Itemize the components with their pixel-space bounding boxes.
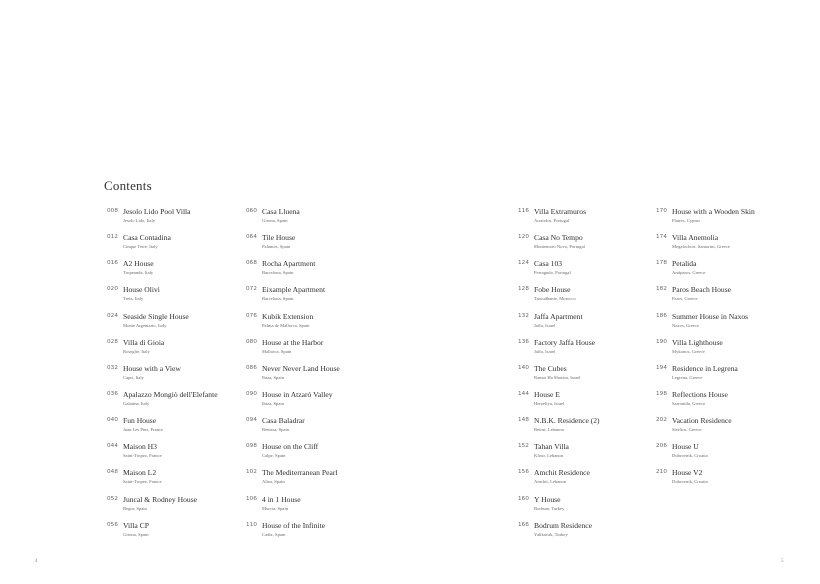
toc-entry-title: Casa No Tempo [534,233,583,243]
toc-page-number: 174 [656,234,667,241]
toc-page-number: 170 [656,208,667,214]
toc-entry-title: Reflections House [672,389,728,399]
toc-page-number: 098 [246,443,257,450]
toc-entry-location: Barcelona, Spain [262,270,294,276]
toc-entry-location: Altea, Spain [262,479,285,485]
toc-entry-title: Casa Baladrar [262,416,305,426]
toc-entry [246,468,416,494]
toc-entry-title: The Cubes [534,363,567,373]
toc-entry-title: House V2 [672,468,703,478]
toc-entry-title: Villa CP [123,520,149,530]
toc-entry-location: Roseglie, Italy [123,348,150,354]
toc-entry-title: Casa 103 [534,259,563,269]
toc-entry-title: House on the Cliff [262,442,319,452]
toc-entry-title: N.B.K. Residence (2) [534,416,600,426]
toc-page-number: 064 [246,234,257,241]
toc-column-2 [246,207,416,547]
toc-entry-location: Juan Les Pins, France [123,427,164,433]
page-number-right: 5 [781,559,784,564]
toc-page-number: 128 [518,286,529,293]
toc-entry [246,259,416,285]
toc-entry-title: Factory Jaffa House [534,337,596,347]
toc-entry-title: Never Never Land House [262,363,340,373]
toc-entry-title: 4 in 1 House [262,494,301,504]
toc-entry-location: Cadiz, Spain [262,531,286,537]
toc-page-number: 194 [656,364,667,371]
toc-page-number: 080 [246,338,257,345]
toc-entry-location: Girona, Spain [123,531,149,537]
toc-entry-title: Maison H3 [123,442,157,452]
toc-entry-location: Ibiza, Spain [262,374,284,380]
toc-entry-location: Sterfios, Greece [672,427,702,433]
toc-entry-location: Palamós, Spain [262,244,291,250]
toc-entry-title: A2 House [123,259,154,269]
toc-page-number: 028 [107,338,118,345]
toc-page-number: 206 [656,443,667,450]
toc-page-number: 166 [518,521,529,528]
toc-entry [246,285,416,311]
toc-entry-title: The Mediterranean Pearl [262,468,338,478]
toc-entry-location: Mykonos, Greece [672,348,705,354]
toc-column-4 [656,207,820,495]
toc-entry-location: Amchit, Lebanon [534,479,567,485]
toc-entry-location: Bodrum, Turkey [534,505,565,511]
toc-page-number: 044 [107,443,118,450]
toc-entry [246,390,416,416]
toc-page-number: 052 [107,495,118,502]
toc-entry-title: House at the Harbor [262,337,324,347]
toc-page-number: 202 [656,417,667,424]
toc-entry-title: House E [534,389,560,399]
toc-entry-location: Girona, Spain [262,218,288,223]
toc-entry-title: Amchit Residence [534,468,590,478]
toc-page-number: 120 [518,234,529,241]
toc-entry-title: House of the Infinite [262,520,326,530]
toc-page-number: 144 [518,390,529,397]
toc-page-number: 076 [246,312,257,319]
toc-entry-location: Antiparos, Greece [672,270,706,276]
toc-entry-title: Villa Lighthouse [672,337,723,347]
toc-entry-location: Kfour, Lebanon [534,453,564,459]
toc-entry-title: Fun House [123,416,157,426]
toc-entry-title: Bodrum Residence [534,520,592,530]
toc-entry [246,233,416,259]
toc-page-number: 140 [518,364,529,371]
toc-entry [656,259,820,285]
toc-entry-location: Ramot Ha Shavim, Israel [534,374,581,380]
toc-page-number: 056 [107,521,118,528]
toc-page-number: 198 [656,390,667,397]
toc-page-number: 032 [107,364,118,371]
toc-entry-title: Tahan Villa [534,442,569,452]
toc-page-number: 012 [107,234,118,241]
toc-entry-title: House in Atzaró Valley [262,389,333,399]
toc-entry-title: House Olivi [123,285,160,295]
toc-page-number: 116 [518,208,529,214]
toc-entry [246,312,416,338]
toc-entry-location: Cinque Terre, Italy [123,244,158,250]
toc-page-number: 016 [107,260,118,267]
toc-page-number: 160 [518,495,529,502]
toc-page-number: 020 [107,286,118,293]
toc-entry-location: Herzeliya, Israel [534,400,565,406]
toc-entry-title: House with a Wooden Skin [672,207,755,216]
toc-page-number: 048 [107,469,118,476]
toc-entry-location: Beirut, Lebanon [534,427,564,433]
toc-entry-location: Taroudhante, Morocco [534,296,576,302]
toc-page-number: 068 [246,260,257,267]
toc-entry-location: Ibiza, Spain [262,400,284,406]
toc-entry-title: Casa Contadina [123,233,171,243]
toc-entry-location: Mallorca, Spain [262,348,292,354]
toc-entry-title: Seaside Single House [123,311,189,321]
toc-entry-location: Naxos, Greece [672,322,700,328]
toc-entry-location: Benissa, Spain [262,427,290,433]
toc-entry-title: Petalida [672,259,697,269]
toc-entry-location: Ferragudo, Portugal [534,270,571,276]
toc-page-number: 182 [656,286,667,293]
toc-page-number: 136 [518,338,529,345]
toc-entry-location: Platres, Cyprus [672,218,701,223]
toc-page-number: 148 [518,417,529,424]
contents-heading: Contents [104,178,152,193]
toc-entry-title: Y House [534,494,561,504]
toc-entry-location: Palma de Mallorca, Spain [262,322,310,328]
toc-entry [518,521,688,547]
toc-entry-location: Capri, Italy [123,374,144,380]
toc-entry-title: Paros Beach House [672,285,732,295]
toc-entry [246,207,416,233]
toc-entry-location: Saint-Tropez, France [123,453,162,459]
toc-entry-title: Vacation Residence [672,416,732,426]
toc-page-number: 008 [107,208,118,214]
toc-entry-location: Saint-Tropez, France [123,479,162,485]
toc-entry-title: Kubik Extension [262,311,314,321]
toc-entry [246,364,416,390]
toc-entry [518,495,688,521]
toc-entry-title: Summer House in Naxos [672,311,749,321]
toc-entry [656,390,820,416]
toc-entry-location: Arraiolos, Portugal [534,218,570,223]
toc-entry [656,338,820,364]
toc-page-number: 190 [656,338,667,345]
toc-entry-location: Jaffa, Israel [534,322,556,328]
toc-entry-location: Dubrovnik, Croatia [672,479,708,485]
toc-entry [656,442,820,468]
toc-entry-title: Residence in Legrena [672,363,738,373]
toc-entry [246,495,416,521]
toc-entry-title: House with a View [123,363,181,373]
toc-entry [656,312,820,338]
toc-page-number: 106 [246,495,257,502]
toc-entry-title: Fobe House [534,285,571,295]
toc-page-number: 090 [246,390,257,397]
toc-entry-location: Begur, Spain [123,505,147,511]
toc-page-number: 132 [518,312,529,319]
toc-entry [246,416,416,442]
toc-entry [656,364,820,390]
toc-page-number: 060 [246,208,257,214]
toc-entry-title: Tile House [262,233,296,243]
toc-page-number: 094 [246,417,257,424]
toc-entry-location: Legrena, Greece [672,374,703,380]
toc-entry-title: Casa Lluena [262,207,300,216]
toc-entry-title: Rocha Apartment [262,259,316,269]
toc-entry-location: Sarronida, Greece [672,400,706,406]
toc-entry-location: Yalikavak, Turkey [534,531,568,537]
toc-entry-title: Apalazzo Mongiò dell'Elefante [123,389,218,399]
toc-entry [246,442,416,468]
toc-entry-title: Jesolo Lido Pool Villa [123,207,191,216]
toc-entry-location: Jaffa, Israel [534,348,556,354]
toc-entry [246,338,416,364]
toc-page-number: 186 [656,312,667,319]
toc-page-number: 024 [107,312,118,319]
toc-entry-location: Galatina, Italy [123,400,150,406]
toc-entry-title: Maison L2 [123,468,157,478]
toc-entry-location: Murcia, Spain [262,505,289,511]
toc-entry-location: Barcelona, Spain [262,296,294,302]
toc-entry-location: Treia, Italy [123,296,144,302]
toc-page-number: 072 [246,286,257,293]
toc-page-number: 102 [246,469,257,476]
toc-entry-title: Villa di Gioia [123,337,165,347]
toc-page-number: 086 [246,364,257,371]
toc-page-number: 110 [246,521,257,528]
toc-page-number: 124 [518,260,529,267]
toc-entry [656,233,820,259]
toc-page-number: 210 [656,469,667,476]
toc-entry-title: Eixample Apartment [262,285,326,295]
toc-entry-location: Dubrovnik, Croatia [672,453,708,459]
toc-entry-title: House U [672,442,699,452]
toc-entry [656,285,820,311]
toc-entry-location: Jesolo Lido, Italy [123,218,156,223]
toc-entry [656,468,820,494]
toc-page-number: 036 [107,390,118,397]
toc-entry-location: Monte Argentario, Italy [123,322,167,328]
toc-page-number: 040 [107,417,118,424]
toc-entry-title: Villa Extramuros [534,207,587,216]
page-number-left: 4 [35,559,38,564]
toc-entry [246,521,416,547]
toc-entry [656,207,820,233]
toc-page-number: 152 [518,443,529,450]
toc-page-number: 156 [518,469,529,476]
toc-entry-title: Jaffa Apartment [534,311,583,321]
toc-entry-location: Montemoro Novo, Portugal [534,244,585,250]
toc-page-number: 178 [656,260,667,267]
toc-entry-title: Juncal & Rodney House [123,494,198,504]
toc-entry [656,416,820,442]
toc-entry-location: Paros, Greece [672,296,698,302]
toc-entry-location: Calpe, Spain [262,453,286,459]
toc-entry-title: Villa Anemolia [672,233,719,243]
toc-entry-location: Tropeanda, Italy [123,270,154,276]
toc-entry-location: Megalochori, Santorini, Greece [672,244,730,250]
